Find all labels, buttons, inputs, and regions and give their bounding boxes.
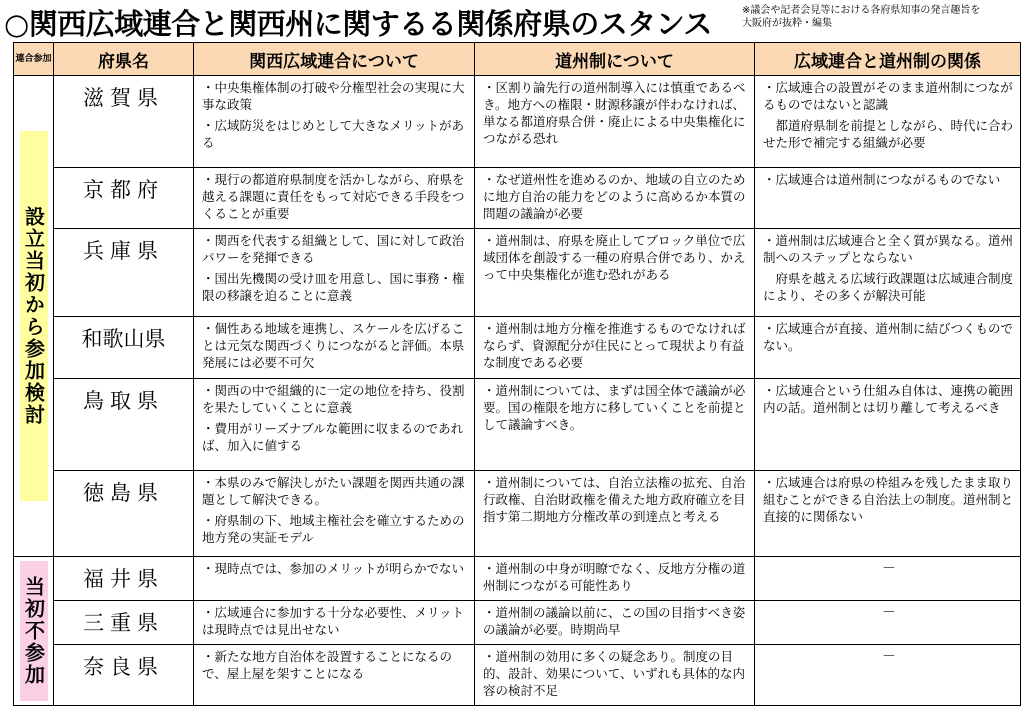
union-text: ・広域防災をはじめとして大きなメリットがある [202,118,465,150]
table-row [14,168,1021,229]
union-text: ・費用がリーズナブルな範囲に収まるのであれば、加入に値する [202,421,464,453]
union-text: ・中央集権体制の打破や分権型社会の実現に大事な政策 [202,80,465,112]
relation-cell [755,168,1021,229]
union-text: ・国出先機関の受け皿を用意し、国に事務・権限の移譲を迫ることに意義 [202,271,465,303]
doshu-text: ・道州制の議論以前に、この国の目指すべき姿の議論が必要。時期尚早 [483,605,746,637]
group-initial-label: 設立当初から参加検討 [20,131,48,501]
table-row [14,317,1021,379]
group-none-cell [14,557,54,706]
header-row [14,43,1021,76]
relation-text: ・道州制は広域連合と全く質が異なる。道州制へのステップとならない [763,233,1014,265]
group-initial-cell [14,76,54,557]
doshu-text: ・道州制については、まずは国全体で議論が必要。国の権限を地方に移していくことを前提として議論すべき。 [483,383,746,432]
doshu-text: ・道州制については、自治立法権の拡充、自治行政権、自治財政権を備えた地方政府確立を目指す第二期地方分権改革の到達点と考える [483,475,746,524]
group-none-label: 当初不参加 [20,561,48,701]
relation-cell [755,557,1021,601]
header-relation: 広域連合と道州制の関係 [755,43,1021,76]
doshu-text: ・区割り論先行の道州制導入には慎重であるべき。地方への権限・財源移譲が伴わなければ、単なる都道府県合併・廃止による中央集権化につながる恐れ [483,80,746,146]
source-note-line: ※議会や記者会見等における各府県知事の発言趣旨を [742,5,981,16]
union-text: ・現時点では、参加のメリットが明らかでない [202,561,465,576]
union-cell [194,168,475,229]
doshu-cell [475,317,755,379]
table-row [14,229,1021,317]
relation-text: ・広域連合が直接、道州制に結びつくものでない。 [763,321,1014,353]
relation-text: － [882,605,896,621]
union-text: ・個性ある地域を連携し、スケールを広げることは元気な関西づくりにつながると評価。本県発展には必要不可欠 [202,321,465,370]
relation-text: 府県を越える広域行政課題は広域連合制度により、その多くが解決可能 [763,271,1014,303]
header-doshu: 道州制について [475,43,755,76]
doshu-cell [475,557,755,601]
relation-cell [755,229,1021,317]
doshu-cell [475,168,755,229]
relation-text: － [882,561,896,577]
relation-cell [755,471,1021,557]
doshu-cell [475,379,755,471]
doshu-text: ・なぜ道州性を進めるのか、地域の自立のために地方自治の能力をどのように高めるか本質の問題の議論が必要 [483,172,746,221]
relation-cell [755,379,1021,471]
relation-cell [755,317,1021,379]
prefecture-name: 三重県 [54,601,194,645]
header-union: 関西広域連合について [194,43,475,76]
table-row [14,471,1021,557]
union-cell [194,645,475,706]
union-text: ・関西の中で組織的に一定の地位を持ち、役割を果たしていくことに意義 [202,383,465,415]
stance-table [13,42,1021,706]
union-cell [194,471,475,557]
relation-text: ・広域連合の設置がそのまま道州制につながるものではないと認識 [763,80,1013,112]
union-text: ・広域連合に参加する十分な必要性、メリットは現時点では見出せない [202,605,465,637]
union-cell [194,317,475,379]
header-prefecture: 府県名 [54,43,194,76]
doshu-cell [475,601,755,645]
prefecture-name: 鳥取県 [54,379,194,471]
table-row [14,379,1021,471]
doshu-text: ・道州制の効用に多くの疑念あり。制度の目的、設計、効果について、いずれも具体的な内容の検討不足 [483,649,746,698]
union-text: ・府県制の下、地域主権社会を確立するための地方発の実証モデル [202,513,465,545]
union-cell [194,601,475,645]
relation-cell [755,76,1021,168]
union-cell [194,76,475,168]
relation-text: ・広域連合は道州制につながるものでない [763,172,1001,187]
union-cell [194,229,475,317]
relation-text: － [882,649,896,665]
table-row [14,557,1021,601]
table-row [14,76,1021,168]
union-text: ・新たな地方自治体を設置することになるので、屋上屋を架すことになる [202,649,453,681]
doshu-text: ・道州制は、府県を廃止してブロック単位で広域団体を創設する一種の府県合併であり、かえって中央集権化が進む恐れがある [483,233,746,282]
prefecture-name: 福井県 [54,557,194,601]
union-cell [194,379,475,471]
doshu-text: ・道州制の中身が明瞭でなく、反地方分権の道州制につながる可能性あり [483,561,746,593]
source-note [742,4,1012,30]
table-row [14,645,1021,706]
relation-text: 都道府県制を前提としながら、時代に合わせた形で補完する組織が必要 [763,118,1014,150]
union-text: ・本県のみで解決しがたい課題を関西共通の課題として解決できる。 [202,475,465,507]
doshu-text: ・道州制は地方分権を推進するものでなければならず、資源配分が住民にとって現状より有益な制度である必要 [483,321,746,370]
union-cell [194,557,475,601]
doshu-cell [475,229,755,317]
page-title: ○関西広域連合と関西州に関するる関係府県のスタンス [4,7,712,41]
header-participation: 連合参加 [14,43,54,76]
prefecture-name: 京都府 [54,168,194,229]
prefecture-name: 滋賀県 [54,76,194,168]
prefecture-name: 兵庫県 [54,229,194,317]
prefecture-name: 和歌山県 [54,317,194,379]
union-text: ・関西を代表する組織として、国に対して政治パワーを発揮できる [202,233,465,265]
source-note-line: 大阪府が抜粋・編集 [742,18,832,29]
prefecture-name: 奈良県 [54,645,194,706]
relation-text: ・広域連合という仕組み自体は、連携の範囲内の話。道州制とは切り離して考えるべき [763,383,1014,415]
relation-cell [755,601,1021,645]
relation-text: ・広域連合は府県の枠組みを残したまま取り組むことができる自治法上の制度。道州制と直接的に関係ない [763,475,1014,524]
relation-cell [755,645,1021,706]
table-row [14,601,1021,645]
doshu-cell [475,645,755,706]
doshu-cell [475,471,755,557]
doshu-cell [475,76,755,168]
prefecture-name: 徳島県 [54,471,194,557]
union-text: ・現行の都道府県制度を活かしながら、府県を越える課題に責任をもって対応できる手段をつくることが重要 [202,172,465,221]
